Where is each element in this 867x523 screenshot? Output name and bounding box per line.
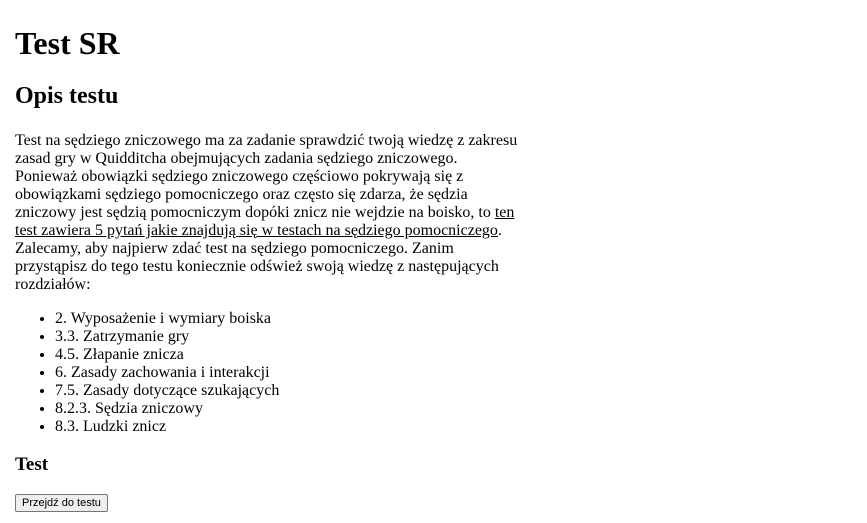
chapters-list — [15, 310, 852, 436]
list-item: • 2. Wyposażenie i wymiary boiska — [55, 310, 852, 328]
start-test-button[interactable]: Przejdź do testu — [15, 494, 108, 512]
list-item: • 3.3. Zatrzymanie gry — [55, 328, 852, 346]
test-heading: Test — [15, 454, 49, 475]
list-item: • 8.2.3. Sędzia zniczowy — [55, 400, 852, 418]
list-item: • 4.5. Złapanie znicza — [55, 346, 852, 364]
list-item: • 6. Zasady zachowania i interakcji — [55, 364, 852, 382]
section-title: Opis testu — [15, 83, 119, 109]
list-item: • 7.5. Zasady dotyczące szukających — [55, 382, 852, 400]
assistant-referee-test-link[interactable]: ten test zawiera 5 pytań jakie znajdują się w testach na sędziego pomocniczego — [15, 204, 515, 239]
page-title: Test SR — [15, 25, 120, 61]
list-item: • 8.3. Ludzki znicz — [55, 418, 852, 436]
description-text-after: . Zalecamy, aby najpierw zdać test na sędziego pomocniczego. Zanim przystąpisz do tego testu koniecznie odśwież swoją wiedzę z następujących rozdziałów: — [15, 222, 502, 293]
test-description — [15, 132, 520, 294]
description-text-before: Test na sędziego zniczowego ma za zadanie sprawdzić twoją wiedzę z zakresu zasad gry w Quidditcha obejmujących zadania sędziego zniczowego. Ponieważ obowiązki sędziego zniczowego częściowo pokrywają się z obowiązkami sędziego pomocniczego oraz często się zdarza, że sędzia zniczowy jest sędzią pomocniczym dopóki znicz nie wejdzie na boisko, to — [15, 132, 518, 221]
